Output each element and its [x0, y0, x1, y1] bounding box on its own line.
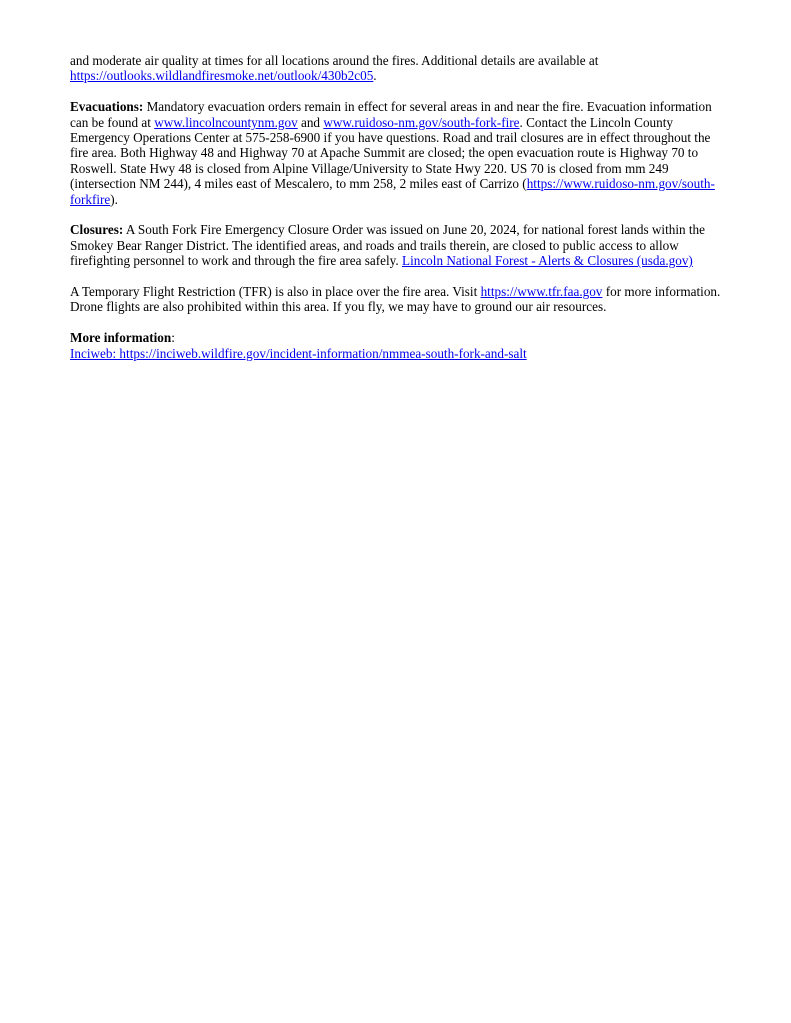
- evacuations-heading: Evacuations:: [70, 99, 144, 115]
- evacuations-text-1: Mandatory evacuation orders remain in effect for several areas in and near the fire. Evacuation information can be found at: [70, 99, 712, 130]
- ruidoso-south-forkfire-link[interactable]: https://www.ruidoso-nm.gov/south-forkfire: [70, 176, 715, 207]
- ruidoso-south-fork-fire-link[interactable]: www.ruidoso-nm.gov/south-fork-fire: [323, 114, 520, 130]
- closures-paragraph: [70, 222, 725, 268]
- lincoln-national-forest-alerts-link[interactable]: Lincoln National Forest - Alerts & Closures (usda.gov): [402, 253, 693, 269]
- evacuations-text-4: ).: [110, 191, 118, 207]
- more-information-colon: :: [171, 330, 175, 346]
- air-quality-text: and moderate air quality at times for all locations around the fires. Additional details are available at: [70, 53, 599, 68]
- evacuations-paragraph: [70, 99, 725, 207]
- tfr-faa-link[interactable]: https://www.tfr.faa.gov: [480, 284, 603, 300]
- closures-text-1: A South Fork Fire Emergency Closure Order was issued on June 20, 2024, for national forest lands within the Smokey Bear Ranger District. The identified areas, and roads and trails therein, are closed to public access to allow firefighting personnel to work and through the fire area safely.: [70, 222, 706, 269]
- evacuations-text-3: . Contact the Lincoln County Emergency Operations Center at 575-258-6900 if you have questions. Road and trail closures are in effect throughout the fire area. Both Highway 48 and Highway 70 at Apache Summit are closed; the open evacuation route is Highway 70 to Roswell. State Hwy 48 is closed from Alpine Village/University to State Hwy 220. US 70 is closed from mm 249 (intersection NM 244), 4 miles east of Mescalero, to mm 258, 2 miles east of Carrizo (: [70, 114, 711, 192]
- smoke-outlook-link[interactable]: https://outlooks.wildlandfiresmoke.net/outlook/430b2c05: [70, 68, 374, 84]
- inciweb-link[interactable]: Inciweb: https://inciweb.wildfire.gov/incident-information/nmmea-south-fork-and-salt: [70, 345, 527, 361]
- lincoln-county-link[interactable]: www.lincolncountynm.gov: [154, 114, 298, 130]
- document-body: [70, 53, 725, 376]
- more-information-heading: More information: [70, 330, 172, 346]
- tfr-text-2: for more information. Drone flights are also prohibited within this area. If you fly, we may have to ground our air resources.: [70, 284, 721, 315]
- air-quality-paragraph: [70, 53, 725, 84]
- air-quality-end: .: [373, 68, 377, 84]
- tfr-text-1: A Temporary Flight Restriction (TFR) is also in place over the fire area. Visit: [70, 284, 481, 300]
- evacuations-text-2: and: [297, 114, 324, 130]
- tfr-paragraph: [70, 284, 725, 315]
- more-information-paragraph: [70, 330, 725, 361]
- closures-heading: Closures:: [70, 222, 124, 238]
